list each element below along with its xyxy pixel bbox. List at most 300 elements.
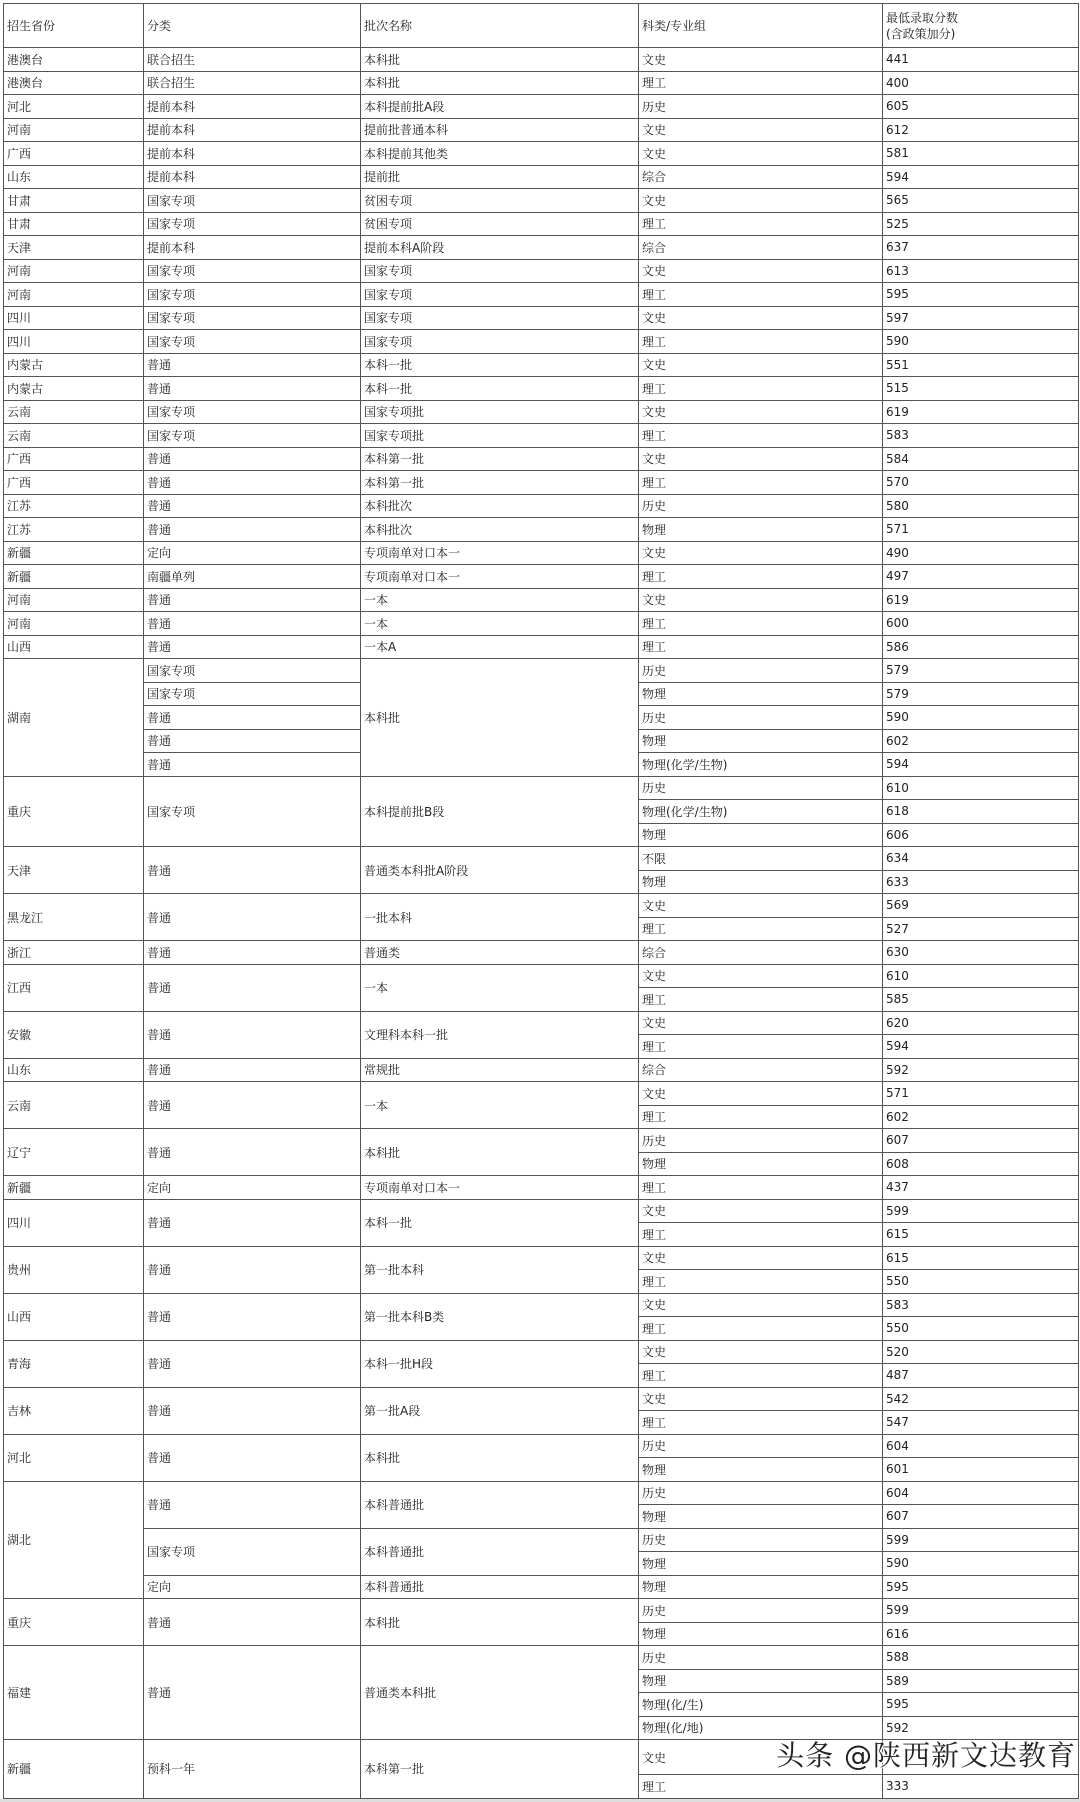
min-score-cell (883, 729, 1079, 753)
province-cell (4, 1129, 144, 1176)
batch-cell (361, 1246, 639, 1293)
category-text: 普通 (147, 863, 172, 878)
province-cell (4, 941, 144, 965)
subject-text: 物理 (642, 875, 667, 890)
table-row (4, 941, 1079, 965)
province-text: 吉林 (7, 1404, 32, 1418)
table-row (4, 847, 1079, 871)
province-cell (4, 1434, 144, 1481)
subject-cell (639, 917, 883, 941)
table-row (4, 964, 1079, 988)
subject-text: 理工 (642, 381, 667, 396)
table-row (4, 1575, 1079, 1599)
min-score-cell (883, 494, 1079, 518)
batch-text: 普通类 (364, 945, 401, 960)
table-row (4, 71, 1079, 95)
table-row (4, 1599, 1079, 1623)
min-score-cell (883, 1011, 1079, 1035)
province-text: 云南 (7, 1098, 32, 1113)
subject-cell (639, 1105, 883, 1129)
province-cell (4, 1176, 144, 1200)
batch-cell (361, 518, 639, 542)
min-score-cell (883, 447, 1079, 471)
min-score-cell (883, 189, 1079, 213)
min-score-cell (883, 635, 1079, 659)
province-cell (4, 635, 144, 659)
subject-text: 文史 (642, 1392, 667, 1407)
subject-cell (639, 729, 883, 753)
table-row (4, 1481, 1079, 1505)
province-text: 河南 (7, 264, 32, 279)
subject-text: 理工 (642, 428, 667, 443)
province-text: 河北 (7, 1451, 32, 1465)
batch-cell (361, 1011, 639, 1058)
min-score-cell (883, 870, 1079, 894)
subject-text: 物理 (642, 828, 667, 843)
category-text: 国家专项 (147, 193, 196, 208)
category-cell (144, 612, 361, 636)
subject-cell (639, 118, 883, 142)
category-text: 提前本科 (147, 240, 196, 255)
admission-score-table (3, 3, 1079, 1799)
subject-text: 文史 (642, 311, 667, 326)
batch-text: 本科提前批A段 (364, 99, 445, 114)
min-score-cell (883, 1058, 1079, 1082)
category-cell (144, 306, 361, 330)
batch-text: 第一批A段 (364, 1404, 421, 1418)
subject-cell (639, 1317, 883, 1341)
subject-text: 文史 (642, 1204, 667, 1219)
category-text: 普通 (147, 1216, 172, 1230)
batch-text: 本科一批 (364, 381, 413, 396)
table-row (4, 118, 1079, 142)
table-row (4, 1058, 1079, 1082)
province-cell (4, 612, 144, 636)
batch-text: 本科批 (364, 1145, 401, 1160)
subject-cell (639, 1035, 883, 1059)
province-cell (4, 424, 144, 448)
category-cell (144, 1340, 361, 1387)
table-row (4, 494, 1079, 518)
batch-cell (361, 377, 639, 401)
min-score-cell (883, 1599, 1079, 1623)
min-score-cell (883, 1129, 1079, 1153)
table-row (4, 1646, 1079, 1670)
category-cell (144, 212, 361, 236)
min-score-cell (883, 1528, 1079, 1552)
batch-text: 本科批 (364, 1615, 401, 1630)
category-cell (144, 1058, 361, 1082)
category-text: 普通 (147, 910, 172, 925)
province-cell (4, 776, 144, 847)
min-score-cell (883, 1364, 1079, 1388)
subject-cell (639, 424, 883, 448)
min-score-text: 583 (886, 428, 909, 443)
batch-text: 本科第一批 (364, 1762, 425, 1777)
batch-text: 文理科本科一批 (364, 1028, 449, 1042)
min-score-cell (883, 612, 1079, 636)
min-score-cell (883, 236, 1079, 260)
table-row (4, 1293, 1079, 1317)
province-cell (4, 353, 144, 377)
subject-cell (639, 1575, 883, 1599)
min-score-text: 618 (886, 804, 909, 819)
batch-cell (361, 283, 639, 307)
category-text: 普通 (147, 1063, 172, 1078)
table-row (4, 424, 1079, 448)
subject-text: 理工 (642, 287, 667, 302)
min-score-text: 595 (886, 1579, 909, 1594)
min-score-cell (883, 1481, 1079, 1505)
batch-cell (361, 1646, 639, 1740)
category-cell (144, 447, 361, 471)
min-score-text: 619 (886, 404, 909, 419)
batch-cell (361, 1082, 639, 1129)
min-score-text: 520 (886, 1344, 909, 1359)
category-cell (144, 729, 361, 753)
min-score-text: 590 (886, 1556, 909, 1571)
subject-cell (639, 776, 883, 800)
province-cell (4, 283, 144, 307)
subject-cell (639, 400, 883, 424)
subject-text: 文史 (642, 969, 667, 984)
province-cell (4, 1481, 144, 1599)
category-cell (144, 753, 361, 777)
category-text: 提前本科 (147, 123, 196, 138)
batch-text: 国家专项 (364, 264, 413, 279)
min-score-cell (883, 118, 1079, 142)
batch-cell (361, 1129, 639, 1176)
min-score-cell (883, 1387, 1079, 1411)
province-cell (4, 400, 144, 424)
table-row (4, 283, 1079, 307)
batch-text: 本科提前批B段 (364, 804, 445, 819)
min-score-cell (883, 1105, 1079, 1129)
subject-cell (639, 518, 883, 542)
batch-cell (361, 941, 639, 965)
subject-text: 历史 (642, 1439, 667, 1454)
table-row (4, 612, 1079, 636)
min-score-text: 592 (886, 1062, 909, 1077)
table-row (4, 565, 1079, 589)
province-text: 山西 (7, 1310, 32, 1324)
admission-score-table-container (3, 3, 1079, 1799)
subject-text: 理工 (642, 1180, 667, 1195)
category-text: 国家专项 (147, 663, 196, 678)
min-score-text: 550 (886, 1321, 909, 1336)
table-row (4, 1340, 1079, 1364)
min-score-text: 599 (886, 1603, 909, 1618)
category-text: 普通 (147, 1451, 172, 1465)
table-row (4, 518, 1079, 542)
subject-cell (639, 635, 883, 659)
table-row (4, 541, 1079, 565)
min-score-cell (883, 800, 1079, 824)
table-row (4, 1246, 1079, 1270)
min-score-cell (883, 283, 1079, 307)
table-row (4, 259, 1079, 283)
province-text: 内蒙古 (7, 358, 44, 373)
min-score-cell (883, 330, 1079, 354)
category-text: 国家专项 (147, 264, 196, 279)
category-text: 国家专项 (147, 311, 196, 326)
batch-cell (361, 48, 639, 72)
subject-cell (639, 494, 883, 518)
subject-cell (639, 847, 883, 871)
subject-text: 理工 (642, 1274, 667, 1289)
category-text: 普通 (147, 616, 172, 631)
table-row (4, 142, 1079, 166)
min-score-cell (883, 353, 1079, 377)
category-text: 预科一年 (147, 1762, 196, 1777)
min-score-text: 527 (886, 921, 909, 936)
subject-text: 物理(化学/生物) (642, 804, 728, 819)
table-row (4, 306, 1079, 330)
subject-cell (639, 1223, 883, 1247)
min-score-text: 497 (886, 569, 909, 584)
subject-cell (639, 1599, 883, 1623)
batch-cell (361, 1434, 639, 1481)
subject-text: 理工 (642, 922, 667, 937)
subject-text: 历史 (642, 1650, 667, 1665)
subject-text: 历史 (642, 781, 667, 796)
subject-text: 历史 (642, 663, 667, 678)
min-score-cell (883, 471, 1079, 495)
table-row (4, 471, 1079, 495)
batch-cell (361, 1340, 639, 1387)
batch-text: 本科第一批 (364, 452, 425, 467)
subject-text: 物理(化/地) (642, 1721, 704, 1736)
category-text: 普通 (147, 358, 172, 373)
province-cell (4, 1599, 144, 1646)
subject-text: 文史 (642, 52, 667, 67)
min-score-cell (883, 847, 1079, 871)
category-cell (144, 283, 361, 307)
province-text: 内蒙古 (7, 381, 44, 396)
table-row (4, 1434, 1079, 1458)
batch-cell (361, 71, 639, 95)
category-text: 普通 (147, 1263, 172, 1277)
category-cell (144, 541, 361, 565)
min-score-cell (883, 988, 1079, 1012)
subject-cell (639, 1505, 883, 1529)
province-text: 山东 (7, 1063, 32, 1078)
batch-text: 国家专项 (364, 334, 413, 349)
min-score-text: 604 (886, 1438, 909, 1453)
min-score-cell (883, 1669, 1079, 1693)
category-cell (144, 1199, 361, 1246)
subject-text: 文史 (642, 546, 667, 561)
subject-text: 文史 (642, 593, 667, 608)
min-score-text: 604 (886, 1485, 909, 1500)
subject-cell (639, 95, 883, 119)
min-score-cell (883, 706, 1079, 730)
batch-text: 本科第一批 (364, 475, 425, 490)
province-cell (4, 565, 144, 589)
batch-cell (361, 1740, 639, 1799)
batch-cell (361, 353, 639, 377)
min-score-text: 569 (886, 898, 909, 913)
table-row (4, 1528, 1079, 1552)
subject-text: 物理 (642, 1509, 667, 1524)
min-score-text: 607 (886, 1509, 909, 1524)
category-text: 普通 (147, 734, 172, 749)
min-score-text: 608 (886, 1156, 909, 1171)
subject-cell (639, 1434, 883, 1458)
subject-text: 历史 (642, 710, 667, 725)
category-text: 定向 (147, 546, 172, 561)
subject-text: 物理 (642, 1674, 667, 1689)
category-text: 定向 (147, 1180, 172, 1195)
batch-cell (361, 471, 639, 495)
batch-text: 本科普通批 (364, 1545, 425, 1559)
header-min-score-line2: (含政策加分) (886, 26, 956, 41)
province-text: 浙江 (7, 945, 32, 960)
min-score-text: 550 (886, 1274, 909, 1289)
min-score-text: 565 (886, 193, 909, 208)
subject-cell (639, 823, 883, 847)
header-min-score-line1: 最低录取分数 (886, 10, 959, 25)
min-score-cell (883, 95, 1079, 119)
category-cell (144, 847, 361, 894)
category-cell (144, 1528, 361, 1575)
subject-cell (639, 1411, 883, 1435)
min-score-cell (883, 1246, 1079, 1270)
table-row (4, 95, 1079, 119)
category-cell (144, 682, 361, 706)
min-score-cell (883, 377, 1079, 401)
table-row (4, 212, 1079, 236)
batch-text: 本科提前其他类 (364, 146, 449, 161)
category-cell (144, 353, 361, 377)
province-text: 江西 (7, 981, 32, 995)
batch-cell (361, 259, 639, 283)
subject-cell (639, 1646, 883, 1670)
min-score-text: 579 (886, 686, 909, 701)
category-cell (144, 1740, 361, 1799)
batch-text: 贫困专项 (364, 217, 413, 232)
min-score-cell (883, 424, 1079, 448)
batch-cell (361, 1528, 639, 1575)
min-score-text: 588 (886, 1650, 909, 1665)
category-cell (144, 236, 361, 260)
batch-cell (361, 1599, 639, 1646)
batch-text: 一本 (364, 593, 389, 608)
subject-text: 物理(化学/生物) (642, 757, 728, 772)
min-score-text: 594 (886, 169, 909, 184)
batch-cell (361, 400, 639, 424)
province-text: 新疆 (7, 569, 32, 584)
batch-cell (361, 330, 639, 354)
category-text: 普通 (147, 1028, 172, 1042)
subject-cell (639, 142, 883, 166)
category-text: 国家专项 (147, 217, 196, 232)
province-cell (4, 588, 144, 612)
min-score-text: 487 (886, 1368, 909, 1383)
table-row (4, 1740, 1079, 1775)
subject-cell (639, 283, 883, 307)
min-score-text: 551 (886, 357, 909, 372)
batch-cell (361, 1575, 639, 1599)
province-text: 天津 (7, 240, 32, 255)
batch-cell (361, 1293, 639, 1340)
subject-cell (639, 753, 883, 777)
subject-text: 理工 (642, 1779, 667, 1794)
min-score-cell (883, 753, 1079, 777)
category-text: 提前本科 (147, 146, 196, 161)
batch-text: 本科一批H段 (364, 1357, 434, 1371)
batch-text: 专项南单对口本一 (364, 569, 461, 584)
province-text: 河南 (7, 123, 32, 138)
category-cell (144, 377, 361, 401)
subject-cell (639, 1528, 883, 1552)
batch-text: 本科批次 (364, 499, 413, 514)
category-text: 提前本科 (147, 170, 196, 185)
min-score-cell (883, 1223, 1079, 1247)
category-text: 普通 (147, 710, 172, 725)
subject-cell (639, 1129, 883, 1153)
subject-text: 理工 (642, 569, 667, 584)
batch-text: 本科一批 (364, 1216, 413, 1230)
table-row (4, 330, 1079, 354)
subject-text: 文史 (642, 264, 667, 279)
subject-cell (639, 1246, 883, 1270)
subject-text: 理工 (642, 1227, 667, 1242)
min-score-text: 619 (886, 592, 909, 607)
subject-text: 物理 (642, 522, 667, 537)
subject-cell (639, 1058, 883, 1082)
subject-cell (639, 1481, 883, 1505)
subject-cell (639, 682, 883, 706)
min-score-cell (776, 1739, 1079, 1775)
category-cell (144, 95, 361, 119)
subject-text: 文史 (642, 358, 667, 373)
min-score-text: 590 (886, 334, 909, 349)
min-score-text: 630 (886, 945, 909, 960)
subject-cell (639, 1199, 883, 1223)
province-cell (4, 165, 144, 189)
category-text: 国家专项 (147, 687, 196, 702)
category-cell (144, 142, 361, 166)
category-text: 国家专项 (147, 428, 196, 443)
subject-text: 理工 (642, 1039, 667, 1054)
table-row (4, 447, 1079, 471)
subject-cell (639, 612, 883, 636)
subject-text: 综合 (642, 945, 667, 960)
min-score-text: 437 (886, 1180, 909, 1195)
province-cell (4, 1387, 144, 1434)
min-score-cell (883, 588, 1079, 612)
min-score-cell (883, 1458, 1079, 1482)
province-cell (4, 494, 144, 518)
min-score-text: 606 (886, 827, 909, 842)
min-score-text: 612 (886, 122, 909, 137)
batch-text: 提前批普通本科 (364, 123, 449, 138)
batch-cell (361, 424, 639, 448)
min-score-cell (883, 776, 1079, 800)
subject-cell (639, 870, 883, 894)
subject-text: 文史 (642, 405, 667, 420)
min-score-cell (883, 541, 1079, 565)
subject-text: 历史 (642, 1533, 667, 1548)
province-cell (4, 1740, 144, 1799)
province-text: 重庆 (7, 1615, 32, 1630)
batch-cell (361, 776, 639, 847)
category-cell (144, 659, 361, 683)
category-text: 国家专项 (147, 287, 196, 302)
batch-text: 国家专项 (364, 311, 413, 326)
province-cell (4, 377, 144, 401)
